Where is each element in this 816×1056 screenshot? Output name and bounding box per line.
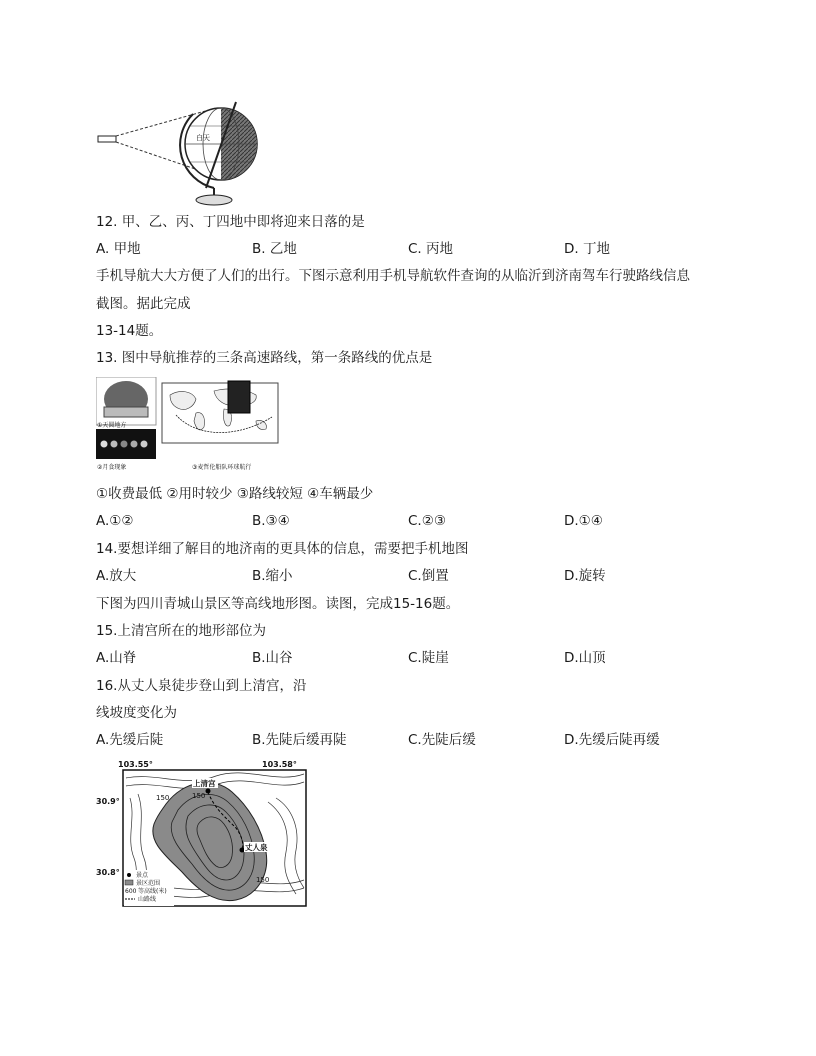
contour-label-1: 150: [156, 794, 170, 802]
q12-option-d: D. 丁地: [564, 241, 610, 257]
q16-option-a: A.先缓后陡: [96, 732, 164, 748]
contour-label-3: 150: [256, 876, 270, 884]
place-right-label: 丈人泉: [245, 843, 268, 852]
intro-13-14-line2: 截图。据此完成: [96, 296, 191, 312]
place-top-label: 上清宫: [193, 779, 216, 788]
q13-option-c: C.②③: [408, 513, 446, 529]
lon-left-label: 103.55°: [118, 760, 153, 769]
lat-top-label: 30.9°: [96, 797, 120, 806]
question-16-stem-line2: 线坡度变化为: [96, 705, 177, 721]
portrait-image: [228, 381, 250, 413]
intro-13-14-line1: 手机导航大大方便了人们的出行。下图示意利用手机导航软件查询的从临沂到济南驾车行驶路线信息: [96, 268, 690, 284]
q13-caption-2: ②月食现象: [97, 464, 127, 471]
place-right-marker: [240, 848, 245, 853]
q13-statement: ①收费最低 ②用时较少 ③路线较短 ④车辆最少: [96, 486, 374, 502]
legend-item-3: 等高线(米): [138, 888, 167, 895]
q15-option-d: D.山顶: [564, 650, 606, 666]
q13-option-b: B.③④: [252, 513, 290, 529]
legend-item-4: 山路线: [138, 896, 157, 903]
q15-option-c: C.陡崖: [408, 650, 449, 666]
q16-option-d: D.先缓后陡再缓: [564, 732, 660, 748]
question-12-stem: 12. 甲、乙、丙、丁四地中即将迎来日落的是: [96, 214, 365, 230]
q15-option-a: A.山脊: [96, 650, 137, 666]
q14-option-d: D.旋转: [564, 568, 606, 584]
legend-contour-value: 600: [125, 888, 137, 895]
q12-option-a: A. 甲地: [96, 241, 141, 257]
daytime-label: 白天: [196, 134, 210, 142]
q16-option-c: C.先陡后缓: [408, 732, 476, 748]
lon-right-label: 103.58°: [262, 760, 297, 769]
intro-13-14-line3: 13-14题。: [96, 323, 163, 339]
q16-option-b: B.先陡后缓再陡: [252, 732, 347, 748]
contour-map: [96, 758, 312, 910]
lat-bottom-label: 30.8°: [96, 868, 120, 877]
globe-figure: [96, 96, 266, 208]
question-13-stem: 13. 图中导航推荐的三条高速路线，第一条路线的优点是: [96, 350, 433, 366]
q14-option-c: C.倒置: [408, 568, 449, 584]
q12-option-c: C. 丙地: [408, 241, 454, 257]
q13-option-a: A.①②: [96, 513, 134, 529]
question-16-stem-line1: 16.从丈人泉徒步登山到上清宫，沿: [96, 678, 307, 694]
question-14-stem: 14.要想详细了解目的地济南的更具体的信息，需要把手机地图: [96, 541, 469, 557]
q13-option-d: D.①④: [564, 513, 603, 529]
globe-illustration: [96, 96, 266, 208]
q14-option-a: A.放大: [96, 568, 137, 584]
intro-15-16: 下图为四川青城山景区等高线地形图。读图，完成15-16题。: [96, 596, 460, 612]
contour-label-2: 150: [192, 792, 206, 800]
q12-option-b: B. 乙地: [252, 241, 297, 257]
legend-item-2: 景区范围: [136, 880, 161, 887]
place-top-marker: [206, 789, 211, 794]
legend-area-icon: [125, 880, 133, 885]
legend-item-1: 景点: [136, 872, 149, 879]
q13-caption-1: ①天圆地方: [97, 422, 127, 429]
legend-point-icon: [127, 873, 131, 877]
q13-caption-3: ③麦哲伦船队环球航行: [192, 464, 252, 471]
question-15-stem: 15.上清宫所在的地形部位为: [96, 623, 266, 639]
q15-option-b: B.山谷: [252, 650, 293, 666]
q13-figure: [96, 377, 296, 473]
q14-option-b: B.缩小: [252, 568, 293, 584]
